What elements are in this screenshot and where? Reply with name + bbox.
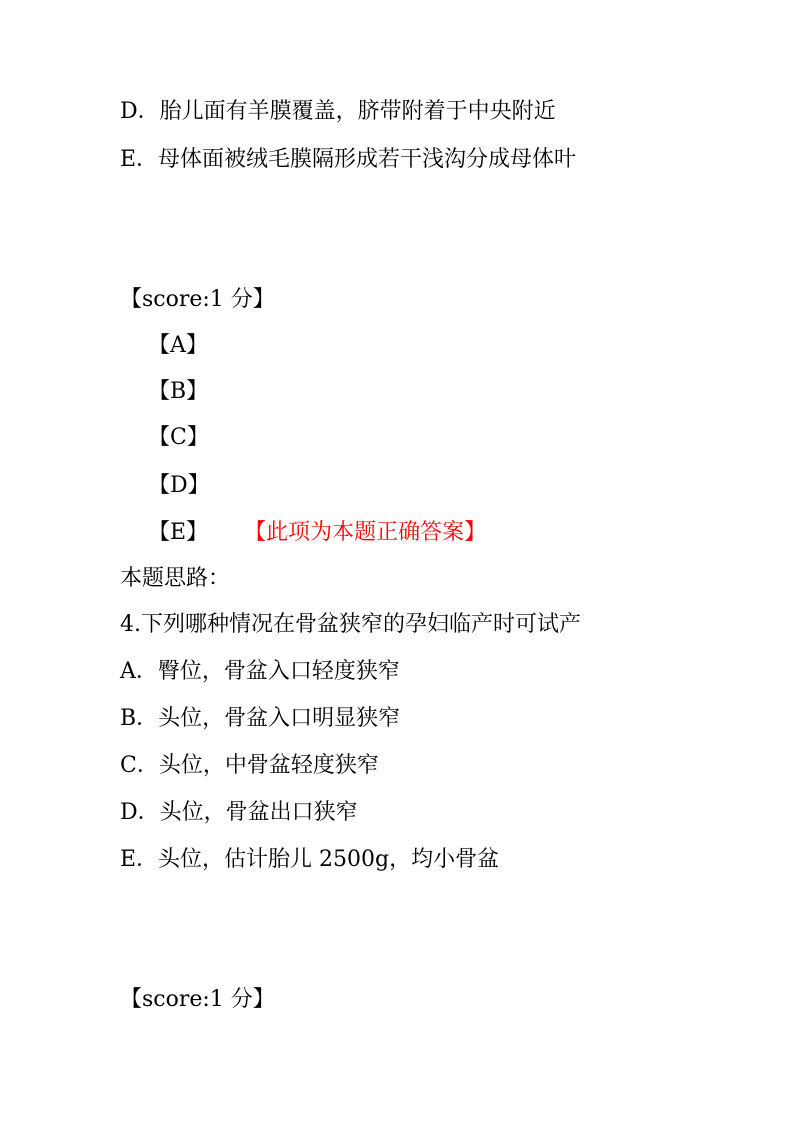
choice-c[interactable]: 【C】 bbox=[148, 425, 209, 450]
q4-score-label: 【score:1 分】 bbox=[120, 987, 275, 1012]
analysis-label: 本题思路： bbox=[120, 566, 231, 591]
choice-e[interactable]: 【E】 bbox=[148, 520, 209, 545]
choice-b[interactable]: 【B】 bbox=[148, 379, 209, 404]
q4-option-b: B．头位，骨盆入口明显狭窄 bbox=[120, 706, 401, 731]
correct-answer-note: 【此项为本题正确答案】 bbox=[244, 520, 487, 545]
q4-option-c: C．头位，中骨盆轻度狭窄 bbox=[120, 753, 379, 778]
score-label: 【score:1 分】 bbox=[120, 287, 275, 312]
question-stem: 4.下列哪种情况在骨盆狭窄的孕妇临产时可试产 bbox=[120, 612, 581, 637]
choice-a[interactable]: 【A】 bbox=[148, 333, 208, 358]
choice-d[interactable]: 【D】 bbox=[148, 473, 210, 498]
q4-option-a: A．臀位，骨盆入口轻度狭窄 bbox=[120, 659, 400, 684]
q4-option-d: D．头位，骨盆出口狭窄 bbox=[120, 800, 358, 825]
choice-e-row bbox=[148, 518, 486, 548]
option-d: D．胎儿面有羊膜覆盖，脐带附着于中央附近 bbox=[120, 99, 556, 124]
q4-option-e: E．头位，估计胎儿 2500g，均小骨盆 bbox=[120, 847, 500, 872]
option-e: E．母体面被绒毛膜隔形成若干浅沟分成母体叶 bbox=[120, 147, 577, 172]
